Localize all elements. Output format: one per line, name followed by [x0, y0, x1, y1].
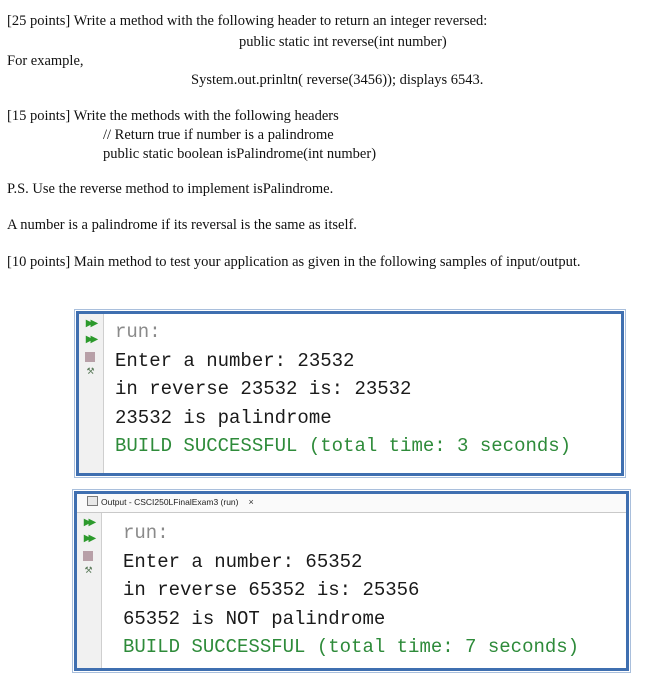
result-line: 23532 is palindrome — [115, 406, 332, 429]
console-output-panel-1 — [76, 311, 624, 476]
ps-note: P.S. Use the reverse method to implement isPalindrome. — [7, 181, 334, 197]
console-toolbar — [77, 513, 102, 668]
run-line: run: — [115, 321, 161, 343]
task2-header: public static boolean isPalindrome(int number) — [103, 146, 377, 162]
build-status: BUILD SUCCESSFUL (total time: 3 seconds) — [115, 435, 572, 457]
task2-comment: // Return true if number is a palindrome — [103, 127, 334, 143]
rerun-icon[interactable]: ▶▶ — [83, 533, 94, 544]
task3-description: [10 points] Main method to test your application as given in the following samples of input/output. — [7, 254, 581, 270]
console-toolbar — [79, 314, 104, 473]
example-label: For example, — [7, 53, 84, 69]
console-output-panel-2 — [74, 491, 629, 671]
build-status: BUILD SUCCESSFUL (total time: 7 seconds) — [123, 636, 580, 658]
console-text — [123, 519, 579, 662]
run-icon[interactable]: ▶▶ — [85, 318, 96, 329]
run-icon[interactable]: ▶▶ — [83, 517, 94, 528]
result-line: 65352 is NOT palindrome — [123, 607, 386, 630]
palindrome-definition: A number is a palindrome if its reversal is the same as itself. — [7, 217, 357, 233]
stop-icon[interactable] — [85, 352, 95, 362]
reverse-line: in reverse 23532 is: 23532 — [115, 378, 412, 400]
tab-label: Output - CSCI250LFinalExam3 (run) — [101, 497, 239, 507]
tab-output[interactable] — [87, 496, 254, 509]
close-icon[interactable]: × — [248, 497, 254, 507]
run-line: run: — [123, 522, 169, 544]
output-window-icon — [87, 496, 98, 506]
task1-header: public static int reverse(int number) — [239, 34, 447, 50]
rerun-icon[interactable]: ▶▶ — [85, 334, 96, 345]
stop-icon[interactable] — [83, 551, 93, 561]
clear-output-icon[interactable]: ⚒ — [86, 367, 95, 377]
prompt-line: Enter a number: 23532 — [115, 349, 355, 372]
task1-intro: [25 points] Write a method with the following header to return an integer reversed: — [7, 13, 488, 29]
clear-output-icon[interactable]: ⚒ — [84, 566, 93, 576]
prompt-line: Enter a number: 65352 — [123, 550, 363, 573]
console-text — [115, 318, 571, 461]
reverse-line: in reverse 65352 is: 25356 — [123, 579, 420, 601]
output-tab-bar — [77, 494, 626, 513]
example-code: System.out.prinltn( reverse(3456)); displays 6543. — [191, 72, 484, 88]
task2-intro: [15 points] Write the methods with the following headers — [7, 108, 339, 124]
